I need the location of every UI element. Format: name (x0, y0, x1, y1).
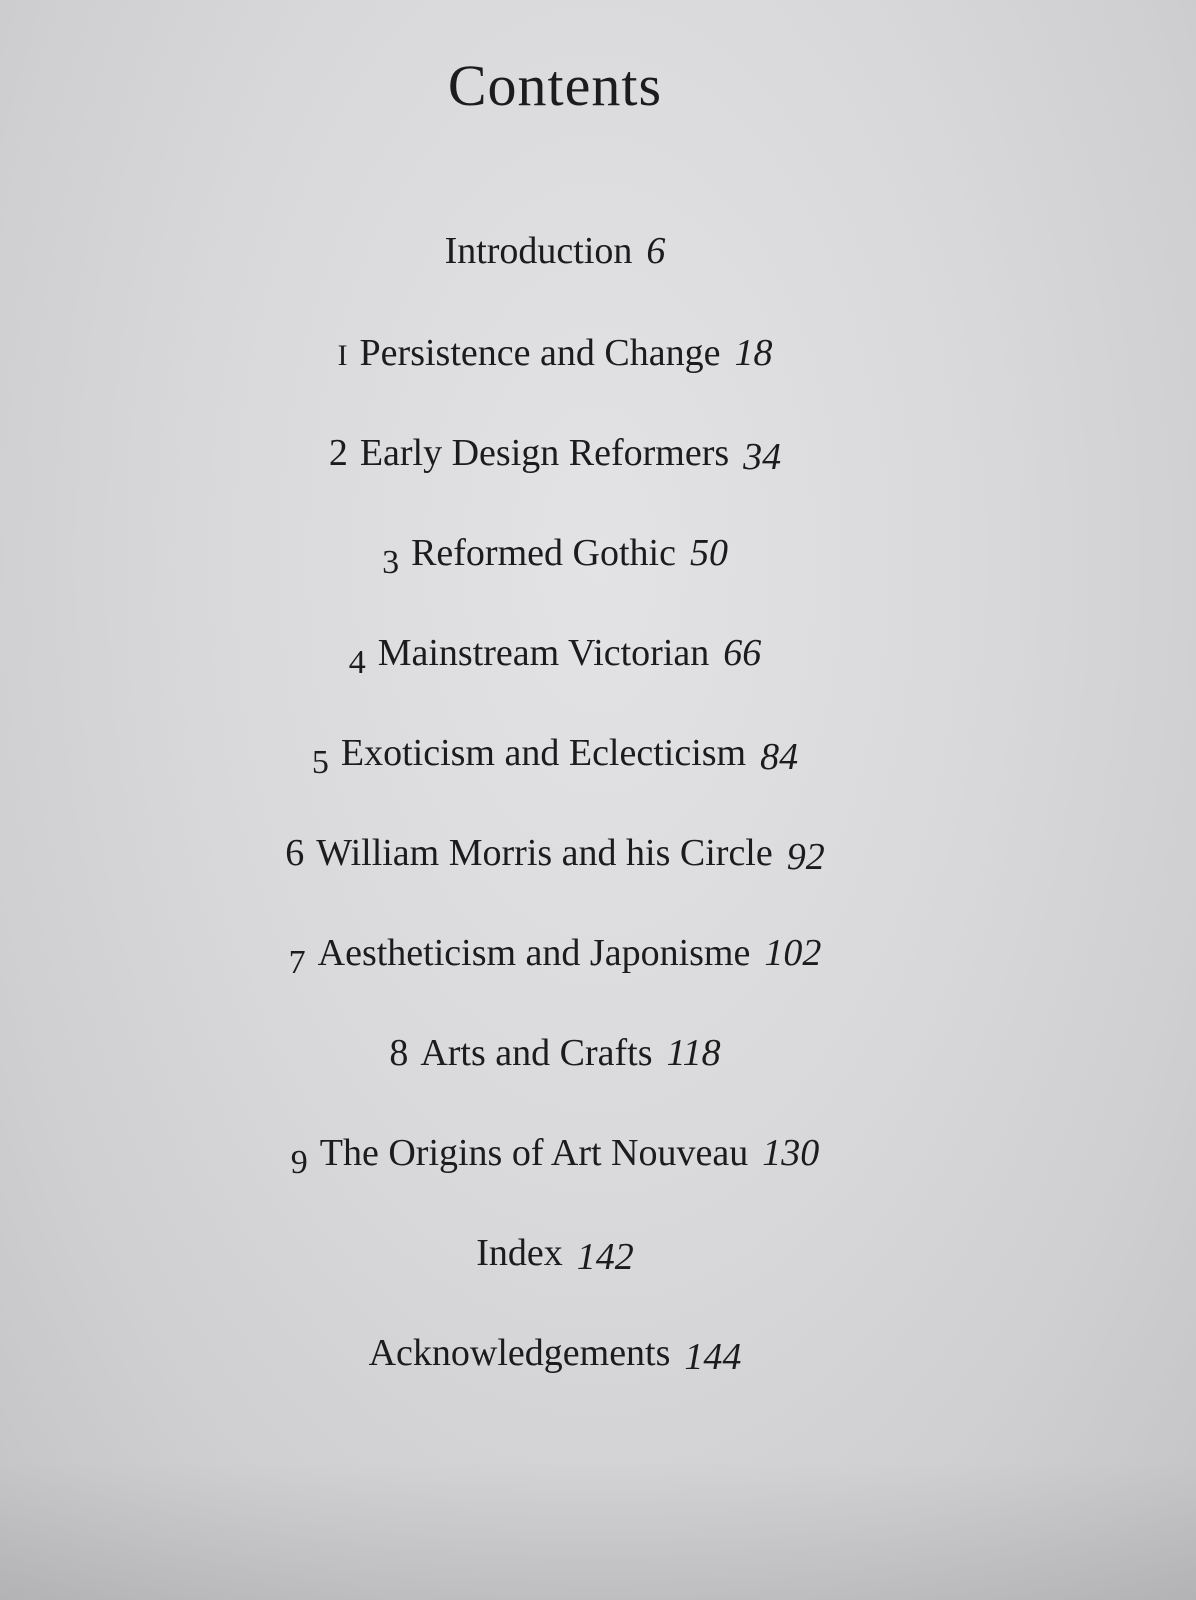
toc-entry-title: Acknowledgements (368, 1332, 671, 1374)
toc-entry-page: 66 (723, 632, 762, 674)
toc-entry-title: Introduction (444, 230, 633, 272)
toc-entry-page: 142 (576, 1236, 634, 1278)
toc-entry-page: 144 (684, 1336, 742, 1378)
toc-entry-title: Exoticism and Eclecticism (340, 732, 747, 774)
toc-entry-number: 4 (348, 644, 366, 681)
toc-entry-page: 18 (734, 332, 773, 374)
toc-entry-number: 2 (328, 432, 348, 474)
toc-entry-acknowledgements (0, 1330, 1110, 1376)
toc-entry-chapter-4 (0, 630, 1110, 681)
toc-entry-page: 50 (689, 532, 728, 574)
toc-entry-title: William Morris and his Circle (316, 832, 773, 874)
toc-entry-title: Mainstream Victorian (377, 632, 710, 674)
page-title: Contents (447, 53, 663, 118)
toc-entry-title: Reformed Gothic (411, 532, 676, 574)
toc-entry-index (0, 1230, 1110, 1276)
toc-entry-chapter-8 (0, 1030, 1110, 1076)
toc-entry-page: 92 (786, 836, 825, 878)
toc-entry-number: 7 (288, 944, 306, 981)
toc-entry-page: 6 (646, 230, 666, 272)
toc-entry-page: 130 (762, 1132, 820, 1174)
toc-entry-page: 34 (743, 436, 782, 478)
toc-entry-chapter-3 (0, 530, 1110, 581)
toc-entry-title: Arts and Crafts (420, 1032, 653, 1074)
toc-entry-title: Persistence and Change (359, 332, 721, 374)
toc-entry-chapter-6 (0, 830, 1110, 876)
toc-entry-title: Aestheticism and Japonisme (317, 932, 751, 974)
toc-entry-page: 84 (760, 736, 799, 778)
toc-entry-number: 5 (311, 744, 329, 781)
toc-entry-chapter-1 (0, 330, 1110, 379)
toc-entry-page: 118 (666, 1032, 721, 1074)
toc-entry-number: 8 (389, 1032, 409, 1074)
toc-entry-number: 3 (382, 544, 400, 581)
toc-entry-introduction (0, 228, 1110, 274)
toc-entry-chapter-7 (0, 930, 1110, 981)
toc-entry-number: I (337, 339, 348, 372)
toc-entry-title: Early Design Reformers (359, 432, 730, 474)
toc-entry-title: The Origins of Art Nouveau (319, 1132, 749, 1174)
toc-entry-chapter-5 (0, 730, 1110, 781)
toc-entry-number: 9 (290, 1144, 308, 1181)
toc-entry-chapter-9 (0, 1130, 1110, 1181)
toc-entry-number: 6 (285, 832, 305, 874)
toc-entry-title: Index (476, 1232, 563, 1274)
toc-entry-page: 102 (764, 932, 822, 974)
toc-entry-chapter-2 (0, 430, 1110, 476)
